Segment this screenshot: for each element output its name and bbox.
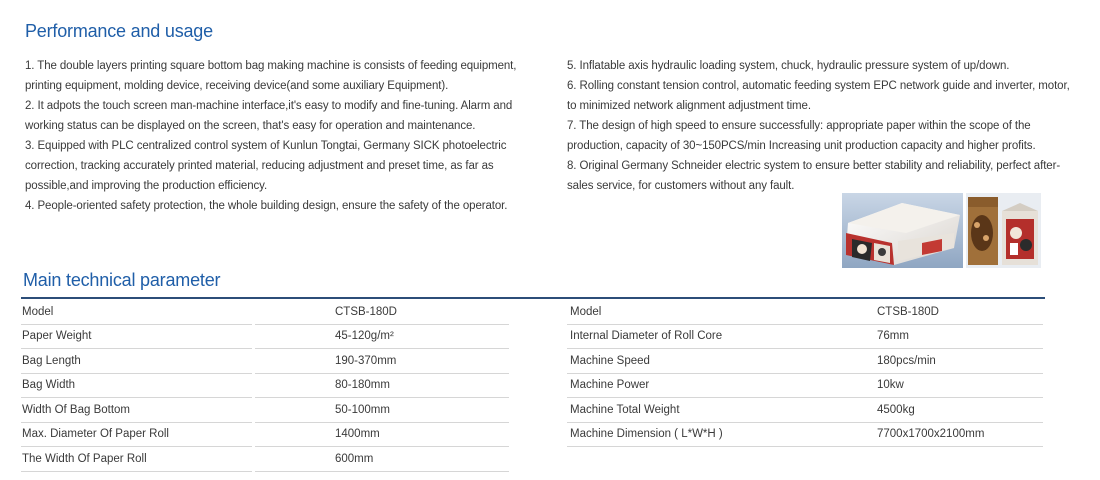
performance-item: 3. Equipped with PLC centralized control system of Kunlun Tongtai, Germany SICK photoelectric correction, tracking accurately printed material, reducing adjustment and preset time, as far as possible,and improving the production efficiency. <box>25 140 507 192</box>
bags-upright-image <box>966 193 1041 268</box>
parameters-heading: Main technical parameter <box>23 270 221 290</box>
table-row <box>21 349 509 374</box>
param-key: Machine Power <box>567 374 869 399</box>
table-row <box>21 447 509 472</box>
param-value: CTSB-180D <box>869 300 1043 325</box>
param-value: 7700x1700x2100mm <box>869 423 1043 448</box>
performance-item: 8. Original Germany Schneider electric system to ensure better stability and reliability, perfect after-sales service, for customers without any fault. <box>567 160 1061 192</box>
parameters-table-right <box>567 300 1043 447</box>
performance-heading: Performance and usage <box>25 21 213 41</box>
param-key: Machine Speed <box>567 349 869 374</box>
table-row <box>21 374 509 399</box>
performance-item: 2. It adpots the touch screen man-machine interface,it's easy to modify and fine-tuning. Alarm and working status can be displayed on the screen, that's easy for operation and maintenance. <box>25 100 513 132</box>
param-value: 80-180mm <box>255 374 509 399</box>
table-row <box>567 398 1043 423</box>
performance-list-right <box>567 56 1082 196</box>
param-value: 600mm <box>255 447 509 472</box>
table-row <box>21 300 509 325</box>
performance-list-left <box>25 56 535 216</box>
performance-item: 7. The design of high speed to ensure successfully: appropriate paper within the scope of the production, capacity of 30~150PCS/min Increasing unit production capacity and higher profits. <box>567 120 1036 152</box>
param-key: Width Of Bag Bottom <box>21 398 252 423</box>
param-value: 10kw <box>869 374 1043 399</box>
param-key: Model <box>21 300 252 325</box>
table-row <box>567 325 1043 350</box>
param-value: 1400mm <box>255 423 509 448</box>
param-value: 50-100mm <box>255 398 509 423</box>
table-row <box>567 374 1043 399</box>
performance-item: 5. Inflatable axis hydraulic loading system, chuck, hydraulic pressure system of up/down. <box>567 60 1010 72</box>
table-row <box>21 325 509 350</box>
param-key: Bag Width <box>21 374 252 399</box>
table-row <box>567 300 1043 325</box>
table-row <box>567 349 1043 374</box>
table-row <box>567 423 1043 448</box>
param-key: Machine Dimension ( L*W*H ) <box>567 423 869 448</box>
param-value: 180pcs/min <box>869 349 1043 374</box>
table-row <box>21 398 509 423</box>
param-key: The Width Of Paper Roll <box>21 447 252 472</box>
param-key: Model <box>567 300 869 325</box>
parameters-table-left <box>21 300 509 472</box>
param-key: Internal Diameter of Roll Core <box>567 325 869 350</box>
param-value: 45-120g/m² <box>255 325 509 350</box>
product-photo-bags-upright <box>966 193 1041 268</box>
param-key: Paper Weight <box>21 325 252 350</box>
param-value: 4500kg <box>869 398 1043 423</box>
performance-item: 1. The double layers printing square bottom bag making machine is consists of feeding equipment, printing equipment, molding device, receiving device(and some auxiliary Equipment). <box>25 60 517 92</box>
table-row <box>21 423 509 448</box>
bags-stack-image <box>842 193 963 268</box>
performance-item: 4. People-oriented safety protection, the whole building design, ensure the safety of the operator. <box>25 200 508 212</box>
param-key: Bag Length <box>21 349 252 374</box>
param-key: Max. Diameter Of Paper Roll <box>21 423 252 448</box>
param-value: 76mm <box>869 325 1043 350</box>
param-key: Machine Total Weight <box>567 398 869 423</box>
parameters-divider <box>21 297 1045 299</box>
product-photo-bags-stack <box>842 193 963 268</box>
param-value: CTSB-180D <box>255 300 509 325</box>
performance-item: 6. Rolling constant tension control, automatic feeding system EPC network guide and inverter, motor, to minimized network alignment adjustment time. <box>567 80 1070 112</box>
param-value: 190-370mm <box>255 349 509 374</box>
